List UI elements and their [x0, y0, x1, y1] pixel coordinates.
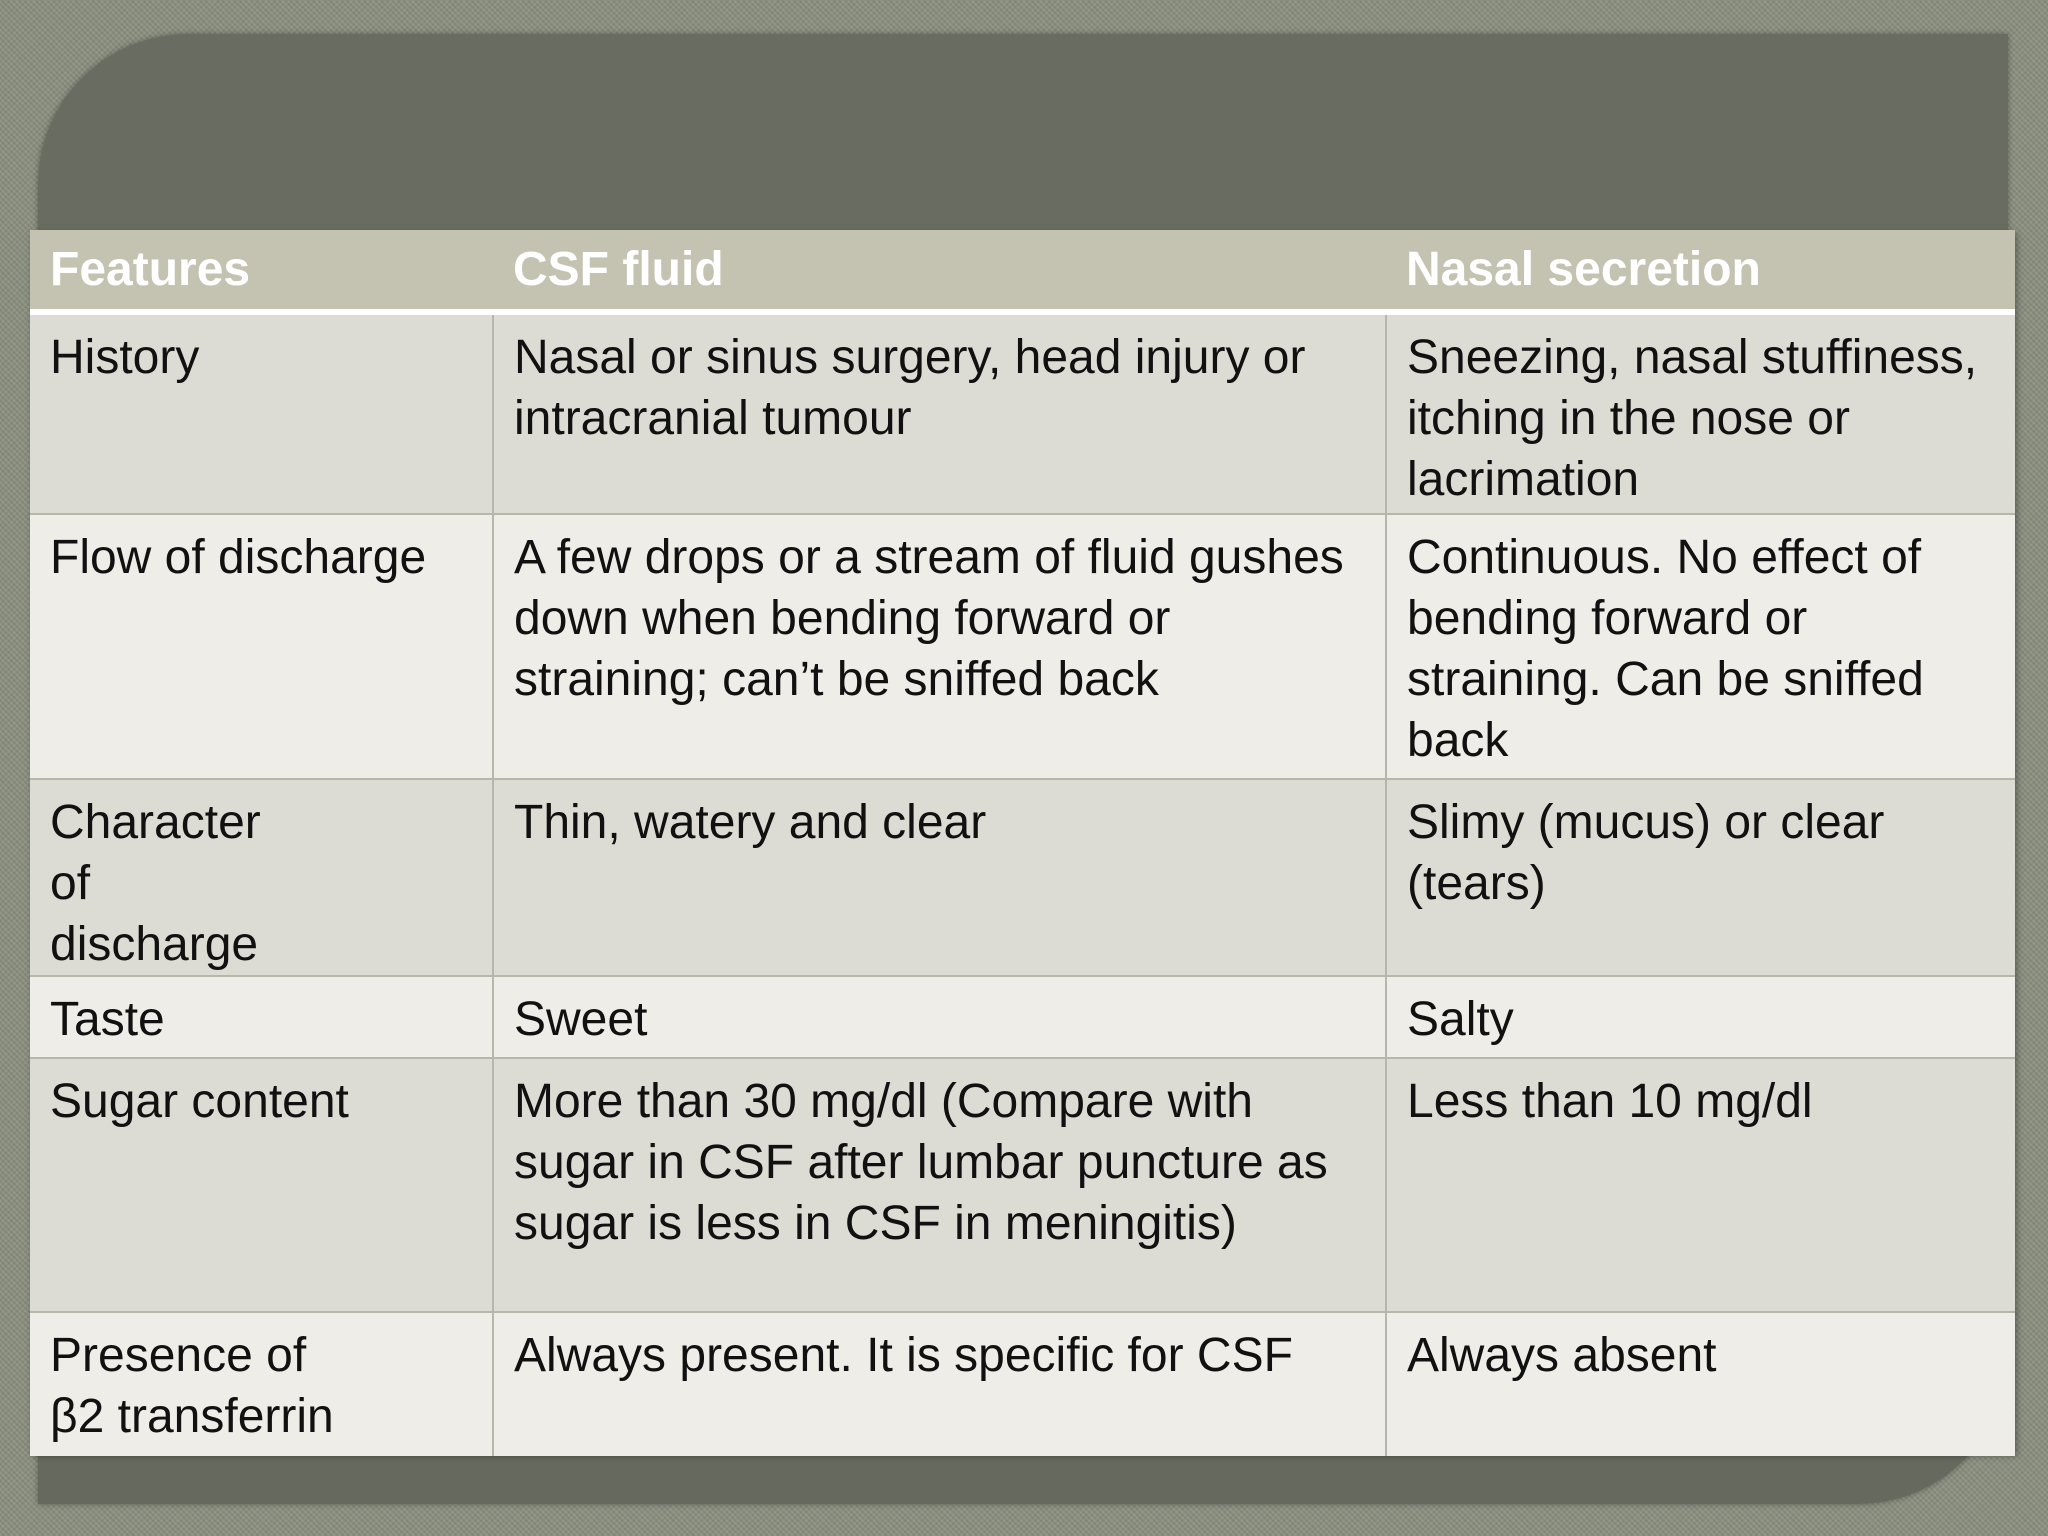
- table-header-row: [30, 230, 2015, 312]
- cell-text: Slimy (mucus) or clear (tears): [1407, 796, 1885, 910]
- cell-text: Sweet: [514, 993, 648, 1046]
- nasal-cell: [1386, 1312, 2015, 1456]
- table-row: [30, 312, 2015, 514]
- cell-text: Always absent: [1407, 1329, 1717, 1382]
- feature-cell: [30, 1058, 493, 1312]
- csf-cell: [493, 1058, 1386, 1312]
- cell-text: Character of discharge: [50, 796, 261, 971]
- table-row: [30, 514, 2015, 779]
- table-row: [30, 1058, 2015, 1312]
- feature-cell: [30, 1312, 493, 1456]
- nasal-cell: [1386, 1058, 2015, 1312]
- cell-text: Presence of β2 transferrin: [50, 1329, 334, 1443]
- table: [30, 230, 2015, 1456]
- cell-text: A few drops or a stream of fluid gushes down when bending forward or straining; can’t be sniffed back: [514, 531, 1344, 706]
- cell-text: Sneezing, nasal stuffiness, itching in the nose or lacrimation: [1407, 331, 1978, 506]
- header-features: Features: [30, 230, 493, 312]
- csf-cell: [493, 779, 1386, 976]
- cell-text: Taste: [50, 993, 165, 1046]
- cell-text: Thin, watery and clear: [514, 796, 987, 849]
- cell-text: Continuous. No effect of bending forward or straining. Can be sniffed back: [1407, 531, 1924, 767]
- nasal-cell: [1386, 976, 2015, 1058]
- cell-text: Less than 10 mg/dl: [1407, 1075, 1813, 1128]
- csf-cell: [493, 976, 1386, 1058]
- cell-text: History: [50, 331, 200, 384]
- table-row: [30, 976, 2015, 1058]
- feature-cell: [30, 514, 493, 779]
- comparison-table: [30, 230, 2015, 1453]
- cell-text: Flow of discharge: [50, 531, 427, 584]
- csf-cell: [493, 1312, 1386, 1456]
- feature-cell: [30, 976, 493, 1058]
- nasal-cell: [1386, 514, 2015, 779]
- csf-cell: [493, 312, 1386, 514]
- nasal-cell: [1386, 779, 2015, 976]
- cell-text: Salty: [1407, 993, 1514, 1046]
- cell-text: Sugar content: [50, 1075, 349, 1128]
- cell-text: Nasal or sinus surgery, head injury or intracranial tumour: [514, 331, 1306, 445]
- feature-cell: [30, 312, 493, 514]
- csf-cell: [493, 514, 1386, 779]
- table-row: [30, 1312, 2015, 1456]
- cell-text: Always present. It is specific for CSF: [514, 1329, 1293, 1382]
- table-row: [30, 779, 2015, 976]
- cell-text: More than 30 mg/dl (Compare with sugar in CSF after lumbar puncture as sugar is less in CSF in meningitis): [514, 1075, 1328, 1250]
- header-csf-fluid: CSF fluid: [493, 230, 1386, 312]
- feature-cell: [30, 779, 493, 976]
- nasal-cell: [1386, 312, 2015, 514]
- header-nasal-secretion: Nasal secretion: [1386, 230, 2015, 312]
